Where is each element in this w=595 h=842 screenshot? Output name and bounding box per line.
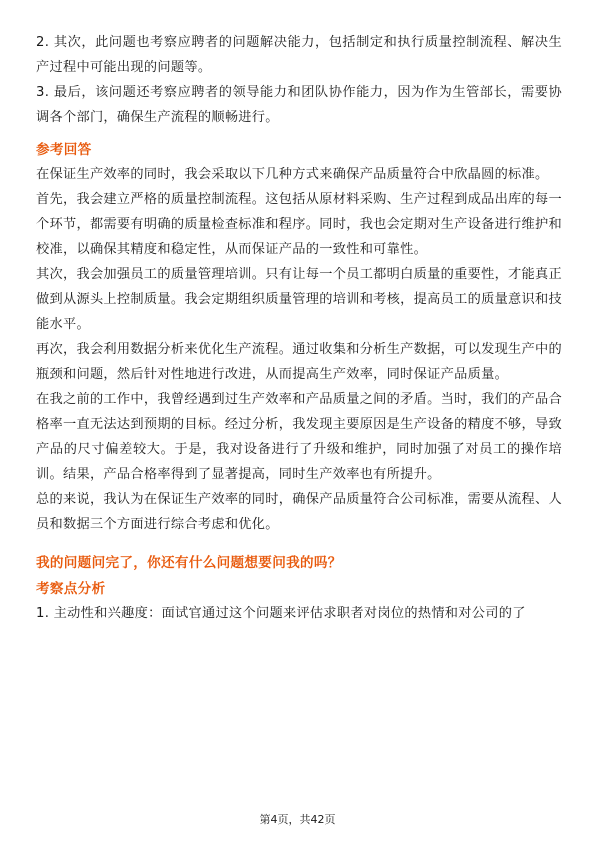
- section-spacer: [36, 130, 562, 138]
- answer-paragraph-5: 在我之前的工作中，我曾经遇到过生产效率和产品质量之间的矛盾。当时，我们的产品合格率一直无法达到预期的目标。经过分析，我发现主要原因是生产设备的精度不够，导致产品的尺寸偏差较大。于是，我对设备进行了升级和维护，同时加强了对员工的操作培训。结果，产品合格率得到了显著提高，同时生产效率也有所提升。: [36, 392, 563, 482]
- analysis-point-1: 1. 主动性和兴趣度：面试官通过这个问题来评估求职者对岗位的热情和对公司的了: [36, 606, 526, 621]
- next-question-title: 我的问题问完了，你还有什么问题想要问我的吗？: [36, 555, 342, 571]
- answer-paragraph-6: 总的来说，我认为在保证生产效率的同时，确保产品质量符合公司标准，需要从流程、人员和数据三个方面进行综合考虑和优化。: [36, 492, 563, 532]
- answer-paragraph-3: 其次，我会加强员工的质量管理培训。只有让每一个员工都明白质量的重要性，才能真正做到从源头上控制质量。我会定期组织质量管理的培训和考核，提高员工的质量意识和技能水平。: [36, 267, 563, 332]
- analysis-heading: 考察点分析: [36, 581, 106, 597]
- intro-point-3: 3. 最后，该问题还考察应聘者的领导能力和团队协作能力，因为作为生管部长，需要协调各个部门，确保生产流程的顺畅进行。: [36, 85, 562, 125]
- answer-paragraph-2: 首先，我会建立严格的质量控制流程。这包括从原材料采购、生产过程到成品出库的每一个环节，都需要有明确的质量检查标准和程序。同时，我也会定期对生产设备进行维护和校准，以确保其精度和稳定性，从而保证产品的一致性和可靠性。: [36, 192, 563, 257]
- answer-paragraph-4: 再次，我会利用数据分析来优化生产流程。通过收集和分析生产数据，可以发现生产中的瓶颈和问题，然后针对性地进行改进，从而提高生产效率，同时保证产品质量。: [36, 342, 563, 382]
- page-number-footer: 第4页，共42页: [259, 813, 336, 826]
- page-content: [36, 30, 562, 626]
- answer-paragraph-1: 在保证生产效率的同时，我会采取以下几种方式来确保产品质量符合中欣晶圆的标准。: [36, 167, 549, 182]
- section-spacer: [36, 537, 562, 551]
- reference-answer-heading: 参考回答: [36, 142, 92, 158]
- intro-point-2: 2. 其次，此问题也考察应聘者的问题解决能力，包括制定和执行质量控制流程、解决生产过程中可能出现的问题等。: [36, 35, 562, 75]
